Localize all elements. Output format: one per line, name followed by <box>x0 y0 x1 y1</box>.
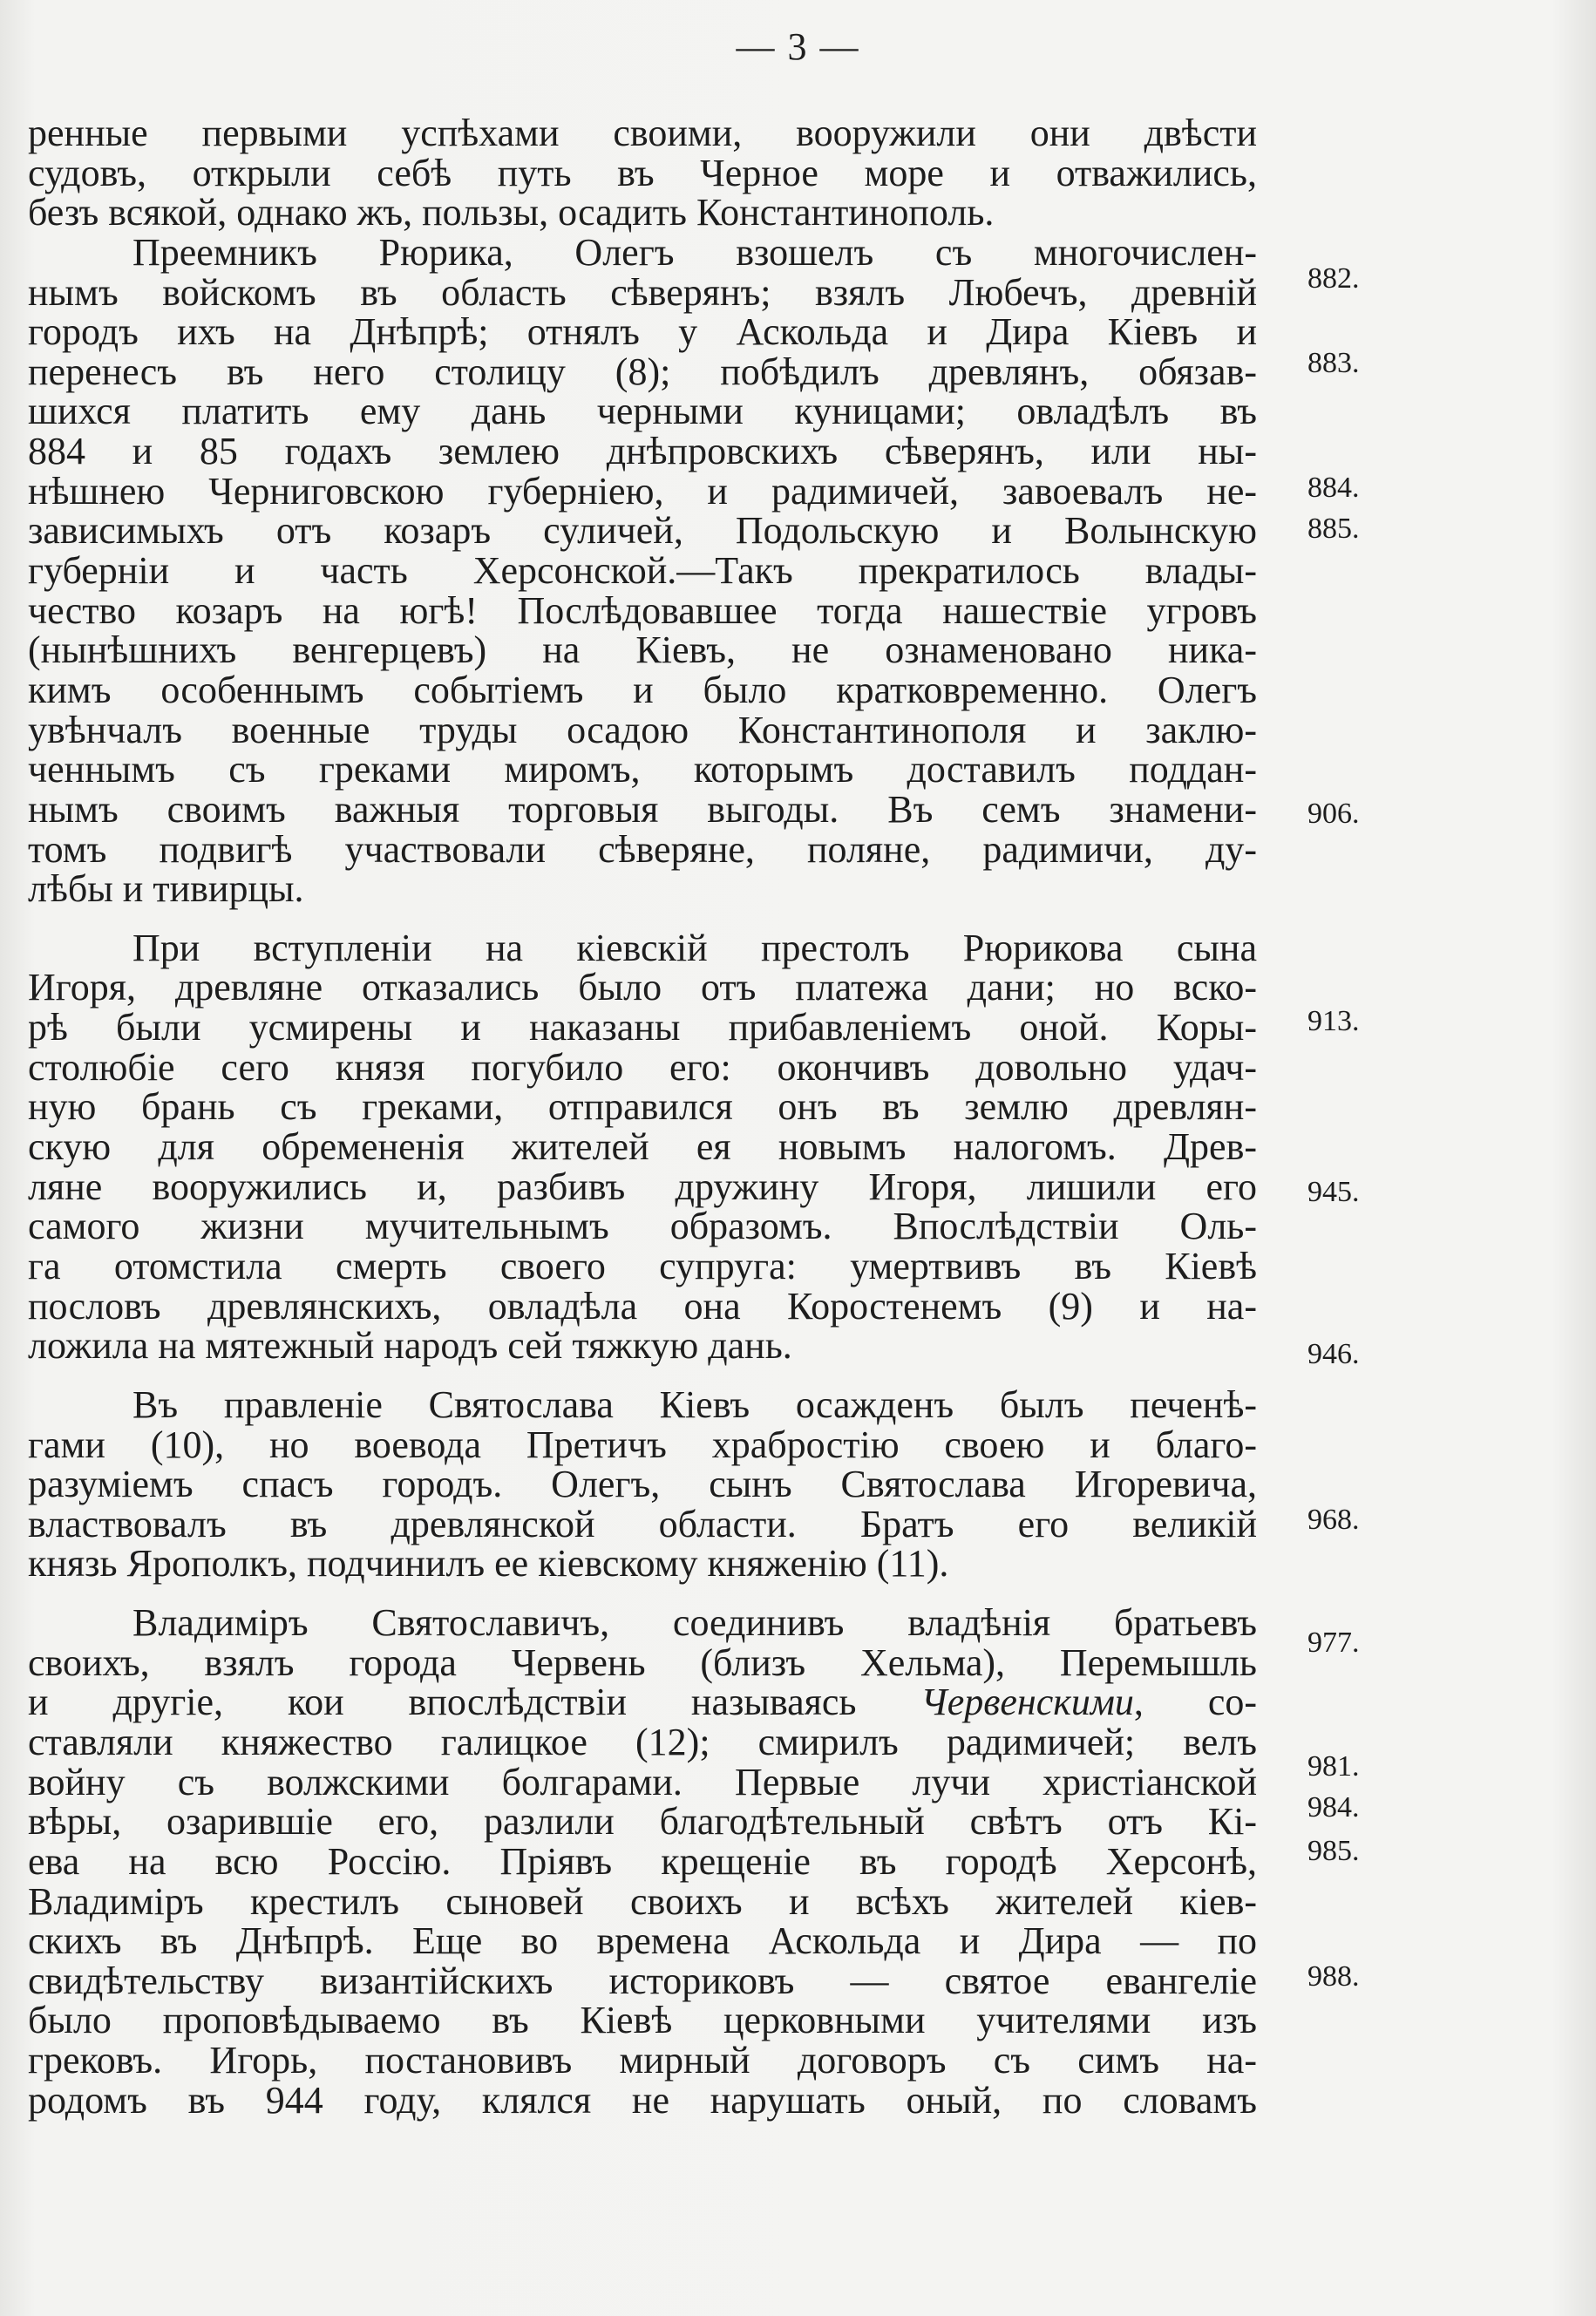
paragraph-start-line: Владиміръ Святославичъ, соединивъ владѣнія братьевъ <box>132 1601 1257 1645</box>
margin-year: 968. <box>1307 1504 1360 1536</box>
margin-year: 906. <box>1307 798 1360 830</box>
italic-term: Червенскими <box>920 1681 1134 1724</box>
text-line: гами (10), но воевода Претичъ храбростію своею и благо- <box>28 1423 1257 1466</box>
text-line: скихъ въ Днѣпрѣ. Еще во времена Аскольда и Дира — по <box>28 1919 1257 1963</box>
margin-year: 988. <box>1307 1960 1360 1993</box>
paragraph-start-line: Въ правленіе Святослава Кіевъ осажденъ былъ печенѣ- <box>132 1382 1257 1426</box>
text-line: нымъ своимъ важныя торговыя выгоды. Въ семъ знамени- <box>28 787 1257 831</box>
margin-year: 885. <box>1307 513 1360 545</box>
text-line: (нынѣшнихъ венгерцевъ) на Кіевъ, не ознаменовано ника- <box>28 628 1257 672</box>
main-text <box>28 113 1257 2120</box>
text-line: Владиміръ крестилъ сыновей своихъ и всѣхъ жителей кіев- <box>28 1879 1257 1923</box>
text-line: томъ подвигѣ участвовали сѣверяне, поляне, радимичи, ду- <box>28 827 1257 871</box>
text-line: га отомстила смерть своего супруга: умертвивъ въ Кіевѣ <box>28 1244 1257 1287</box>
margin-year: 984. <box>1307 1791 1360 1824</box>
margin-year: 946. <box>1307 1338 1360 1370</box>
text-line: рѣ были усмирены и наказаны прибавленіемъ оной. Коры- <box>28 1006 1257 1049</box>
text-line: ева на всю Россію. Пріявъ крещеніе въ городѣ Херсонѣ, <box>28 1839 1257 1883</box>
text-line: Игоря, древляне отказались было отъ платежа дани; но вско- <box>28 966 1257 1009</box>
text-line: ную брань съ греками, отправился онъ въ землю древлян- <box>28 1085 1257 1129</box>
text-line: городъ ихъ на Днѣпрѣ; отнялъ у Аскольда и Дира Кіевъ и <box>28 310 1257 354</box>
text-line: вѣры, озарившіе его, разлили благодѣтельный свѣтъ отъ Кі- <box>28 1800 1257 1844</box>
text-line: нымъ войскомъ въ область сѣверянъ; взялъ Любечъ, древній <box>28 270 1257 314</box>
text-line: столюбіе сего князя погубило его: окончивъ довольно удач- <box>28 1045 1257 1089</box>
text-line: кимъ особеннымъ событіемъ и было кратковременно. Олегъ <box>28 668 1257 711</box>
text-line: разуміемъ спасъ городъ. Олегъ, сынъ Святослава Игоревича, <box>28 1463 1257 1506</box>
text-fragment: и другіе, кои впослѣдствіи называясь <box>28 1681 857 1724</box>
text-line: ренные первыми успѣхами своими, вооружили они двѣсти <box>28 112 1257 154</box>
paragraph-start-line: При вступленіи на кіевскій престолъ Рюрикова сына <box>132 926 1257 969</box>
text-line: ченнымъ съ греками миромъ, которымъ доставилъ поддан- <box>28 748 1257 791</box>
margin-year: 945. <box>1307 1176 1360 1208</box>
text-line: своихъ, взялъ города Червень (близъ Хельма), Перемышль <box>28 1640 1257 1684</box>
margin-year: 985. <box>1307 1835 1360 1867</box>
margin-year: 977. <box>1307 1627 1360 1659</box>
text-line: лѣбы и тивирцы. <box>28 867 304 911</box>
text-line: родомъ въ 944 году, клялся не нарушать оный, по словамъ <box>28 2078 1257 2122</box>
text-line: князь Ярополкъ, подчинилъ ее кіевскому княженію (11). <box>28 1542 949 1586</box>
paragraph-start-line: Преемникъ Рюрика, Олегъ взошелъ съ многочислен- <box>132 230 1257 274</box>
text-line: пословъ древлянскихъ, овладѣла она Коростенемъ (9) и на- <box>28 1284 1257 1328</box>
text-line: 884 и 85 годахъ землею днѣпровскихъ сѣверянъ, или ны- <box>28 430 1257 473</box>
text-line: увѣнчалъ военные труды осадою Константинополя и заклю- <box>28 708 1257 751</box>
text-line: шихся платить ему дань черными куницами; овладѣлъ въ <box>28 390 1257 433</box>
text-line: безъ всякой, однако жъ, пользы, осадить Константинополь. <box>28 191 995 234</box>
text-line: ляне вооружились и, разбивъ дружину Игоря, лишили его <box>28 1165 1257 1208</box>
text-line: судовъ, открыли себѣ путь въ Черное море и отважились, <box>28 151 1257 194</box>
text-line: скую для обремененія жителей ея новымъ налогомъ. Древ- <box>28 1125 1257 1169</box>
text-line: грековъ. Игорь, постановивъ мирный договоръ съ симъ на- <box>28 2039 1257 2082</box>
text-line: самого жизни мучительнымъ образомъ. Впослѣдствіи Оль- <box>28 1205 1257 1248</box>
text-line: войну съ волжскими болгарами. Первые лучи христіанской <box>28 1760 1257 1803</box>
text-line: ставляли княжество галицкое (12); смирилъ радимичей; велъ <box>28 1720 1257 1763</box>
text-line: губерніи и часть Херсонской.—Такъ прекратилось влады- <box>28 549 1257 593</box>
text-line: властвовалъ въ древлянской области. Братъ его великій <box>28 1502 1257 1545</box>
text-line: зависимыхъ отъ козаръ суличей, Подольскую и Волынскую <box>28 509 1257 553</box>
margin-year: 883. <box>1307 347 1360 379</box>
margin-year: 884. <box>1307 472 1360 504</box>
text-line <box>28 1682 1257 1722</box>
text-line: чество козаръ на югѣ! Послѣдовавшее тогда нашествіе угровъ <box>28 588 1257 632</box>
text-line: нѣшнею Черниговскою губерніею, и радимичей, завоевалъ не- <box>28 469 1257 513</box>
page-number: — 3 — <box>736 25 860 68</box>
text-line: перенесъ въ него столицу (8); побѣдилъ древлянъ, обязав- <box>28 350 1257 393</box>
margin-year: 882. <box>1307 262 1360 295</box>
text-line: ложила на мятежный народъ сей тяжкую дань. <box>28 1324 792 1368</box>
text-fragment: , со- <box>1133 1681 1258 1724</box>
text-line: было проповѣдываемо въ Кіевѣ церковными учителями изъ <box>28 1999 1257 2042</box>
margin-year: 981. <box>1307 1750 1360 1783</box>
text-line: свидѣтельству византійскихъ историковъ — святое евангеліе <box>28 1959 1257 2002</box>
margin-year: 913. <box>1307 1005 1360 1037</box>
